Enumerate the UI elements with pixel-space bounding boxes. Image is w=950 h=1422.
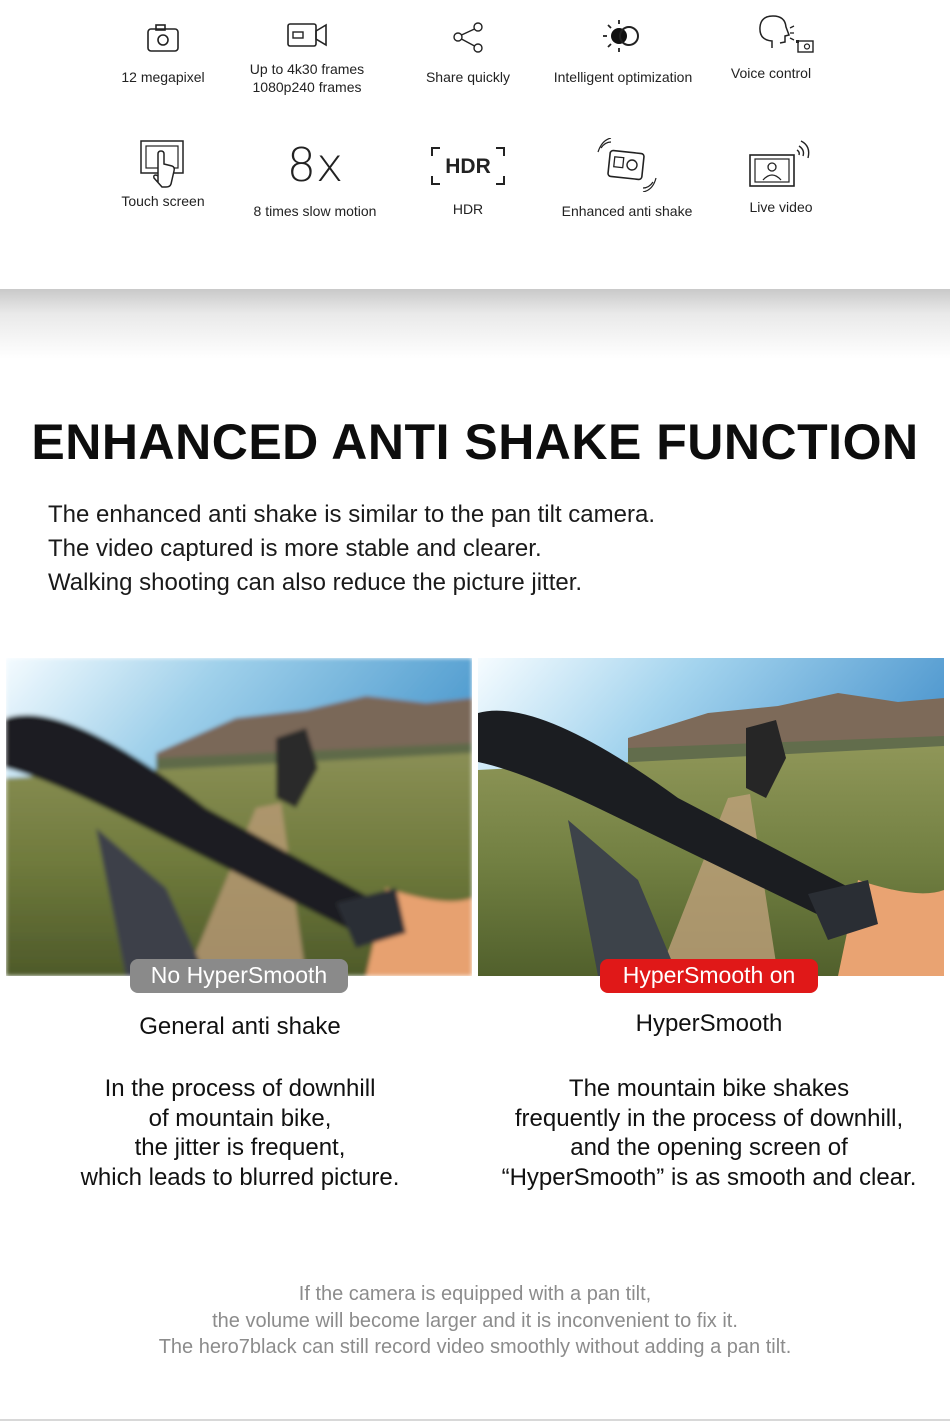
feature-label: 8 times slow motion: [253, 203, 377, 219]
bottom-divider: [0, 1419, 950, 1421]
hypersmooth-on-badge: HyperSmooth on: [600, 959, 818, 993]
feature-label: 12 megapixel: [121, 69, 205, 85]
hdr-glyph: HDR: [445, 155, 491, 178]
feature-label: Up to 4k30 frames 1080p240 frames: [249, 61, 365, 95]
feature-slow-motion: [235, 140, 395, 220]
photo-no-hypersmooth: [6, 658, 472, 976]
brightness-icon: [601, 18, 645, 54]
hypersmooth-description: [474, 1074, 944, 1192]
footer-line: If the camera is equipped with a pan tilt,: [298, 1283, 652, 1305]
feature-live-video: [701, 138, 861, 216]
footer-line: The hero7black can still record video smoothly without adding a pan tilt.: [158, 1336, 792, 1358]
hdr-icon: [430, 146, 506, 186]
intro-line: The video captured is more stable and clearer.: [48, 535, 542, 562]
feature-label: Live video: [749, 199, 813, 215]
section-divider: [0, 289, 950, 359]
anti-shake-icon: [597, 138, 657, 192]
description-line: The mountain bike shakes: [568, 1075, 850, 1102]
photo-hypersmooth-on: [478, 658, 944, 976]
voice-control-icon: [726, 14, 816, 58]
camera-icon: [143, 20, 183, 56]
feature-label: HDR: [452, 201, 484, 217]
feature-intelligent-optimization: [543, 18, 703, 86]
touch-screen-icon: [138, 138, 188, 190]
feature-label: Touch screen: [121, 193, 205, 209]
feature-hdr: [388, 146, 548, 218]
footer-line: the volume will become larger and it is inconvenient to fix it.: [212, 1309, 738, 1332]
section-title: ENHANCED ANTI SHAKE FUNCTION: [31, 414, 919, 470]
general-anti-shake-description: [5, 1074, 475, 1192]
intro-line: The enhanced anti shake is similar to the pan tilt camera.: [48, 501, 655, 528]
video-camera-icon: [285, 18, 329, 54]
general-anti-shake-title: General anti shake: [139, 1013, 341, 1040]
section-intro: [48, 498, 908, 600]
feature-enhanced-anti-shake: [547, 138, 707, 220]
feature-share-quickly: [388, 20, 548, 86]
description-line: of mountain bike,: [148, 1104, 332, 1132]
description-line: frequently in the process of downhill,: [514, 1104, 904, 1132]
hypersmooth-title: HyperSmooth: [635, 1010, 783, 1037]
description-line: In the process of downhill: [104, 1075, 376, 1102]
feature-touch-screen: [83, 138, 243, 210]
feature-label: Voice control: [730, 65, 812, 81]
feature-label: Intelligent optimization: [553, 69, 693, 85]
no-hypersmooth-badge: No HyperSmooth: [130, 959, 348, 993]
feature-12-megapixel: [83, 20, 243, 86]
live-video-icon: [745, 138, 817, 190]
share-icon: [448, 20, 488, 56]
feature-voice-control: [691, 14, 851, 82]
feature-label: Share quickly: [425, 69, 511, 85]
feature-4k-frames: [227, 18, 387, 96]
description-line: “HyperSmooth” is as smooth and clear.: [501, 1163, 917, 1191]
footer-note: [0, 1281, 950, 1361]
description-line: which leads to blurred picture.: [80, 1163, 400, 1191]
slow-motion-icon: 8x: [286, 138, 344, 192]
description-line: the jitter is frequent,: [134, 1134, 346, 1161]
feature-label: Enhanced anti shake: [561, 203, 693, 219]
intro-line: Walking shooting can also reduce the picture jitter.: [48, 569, 583, 596]
description-line: and the opening screen of: [570, 1134, 848, 1161]
